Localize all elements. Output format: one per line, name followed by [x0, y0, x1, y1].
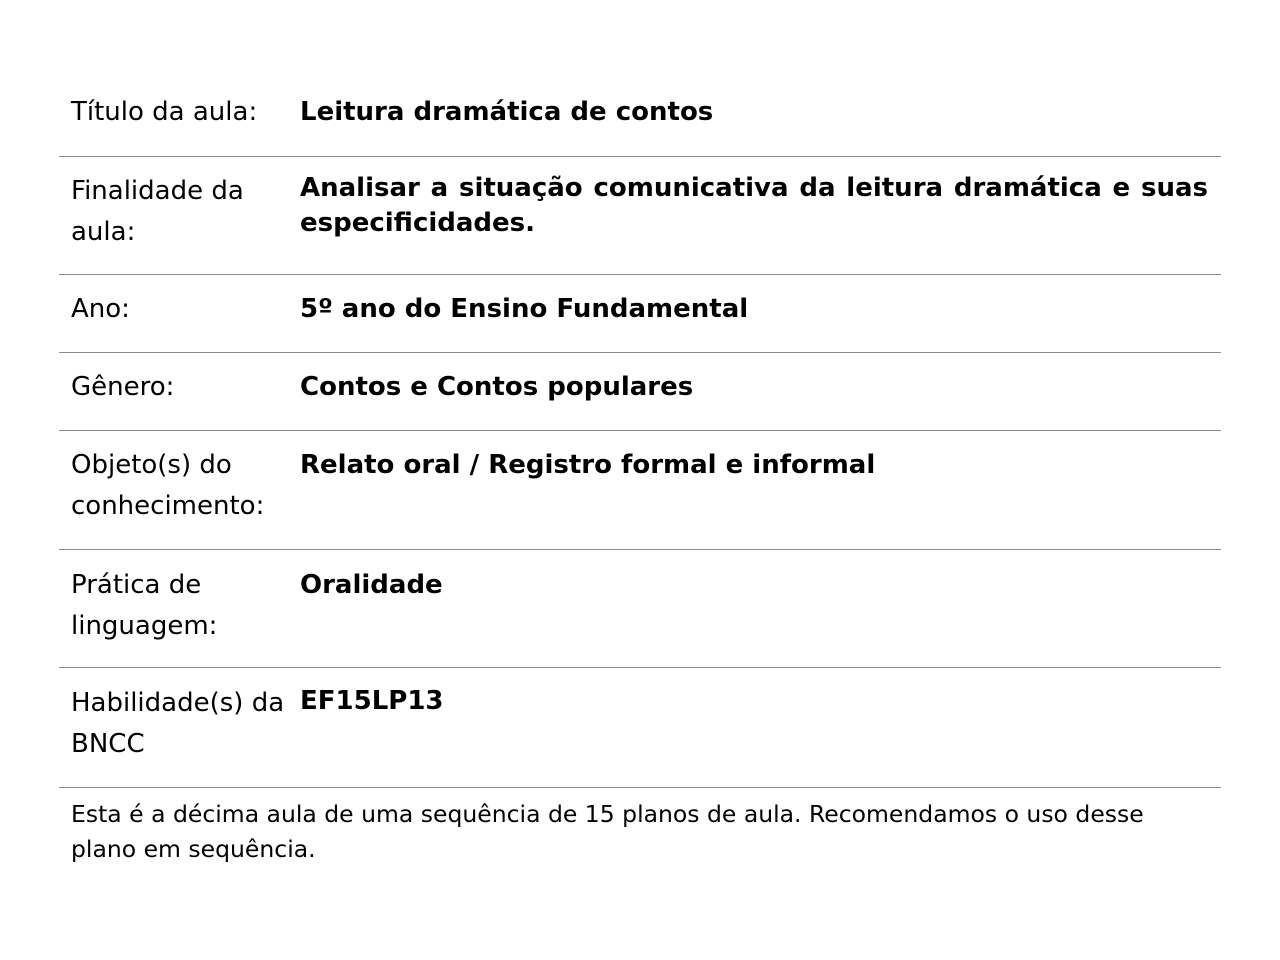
row-school-year [59, 275, 1221, 353]
genre-label: Gênero: [71, 372, 175, 402]
knowledge-object-label: Objeto(s) do conhecimento: [71, 450, 265, 521]
lesson-title-value: Leitura dramática de contos [300, 97, 714, 127]
row-genre [59, 353, 1221, 431]
row-lesson-purpose [59, 157, 1221, 275]
row-lesson-title [59, 74, 1221, 157]
language-practice-value: Oralidade [300, 570, 443, 600]
sequence-note: Esta é a décima aula de uma sequência de 15 planos de aula. Recomendamos o uso desse plano em sequência. [71, 800, 1144, 863]
lesson-purpose-value: Analisar a situação comunicativa da leitura dramática e suas especificidades. [300, 173, 1208, 238]
bncc-skills-value: EF15LP13 [300, 686, 444, 716]
row-language-practice [59, 550, 1221, 668]
lesson-plan-table [59, 74, 1221, 867]
school-year-value: 5º ano do Ensino Fundamental [300, 294, 749, 324]
lesson-title-label: Título da aula: [71, 97, 258, 127]
knowledge-object-value: Relato oral / Registro formal e informal [300, 450, 876, 480]
genre-value: Contos e Contos populares [300, 372, 694, 402]
row-knowledge-object [59, 431, 1221, 550]
bncc-skills-label: Habilidade(s) da BNCC [71, 688, 285, 759]
lesson-purpose-label: Finalidade da aula: [71, 176, 244, 247]
language-practice-label: Prática de linguagem: [71, 570, 218, 641]
row-bncc-skills [59, 668, 1221, 788]
school-year-label: Ano: [71, 294, 130, 324]
